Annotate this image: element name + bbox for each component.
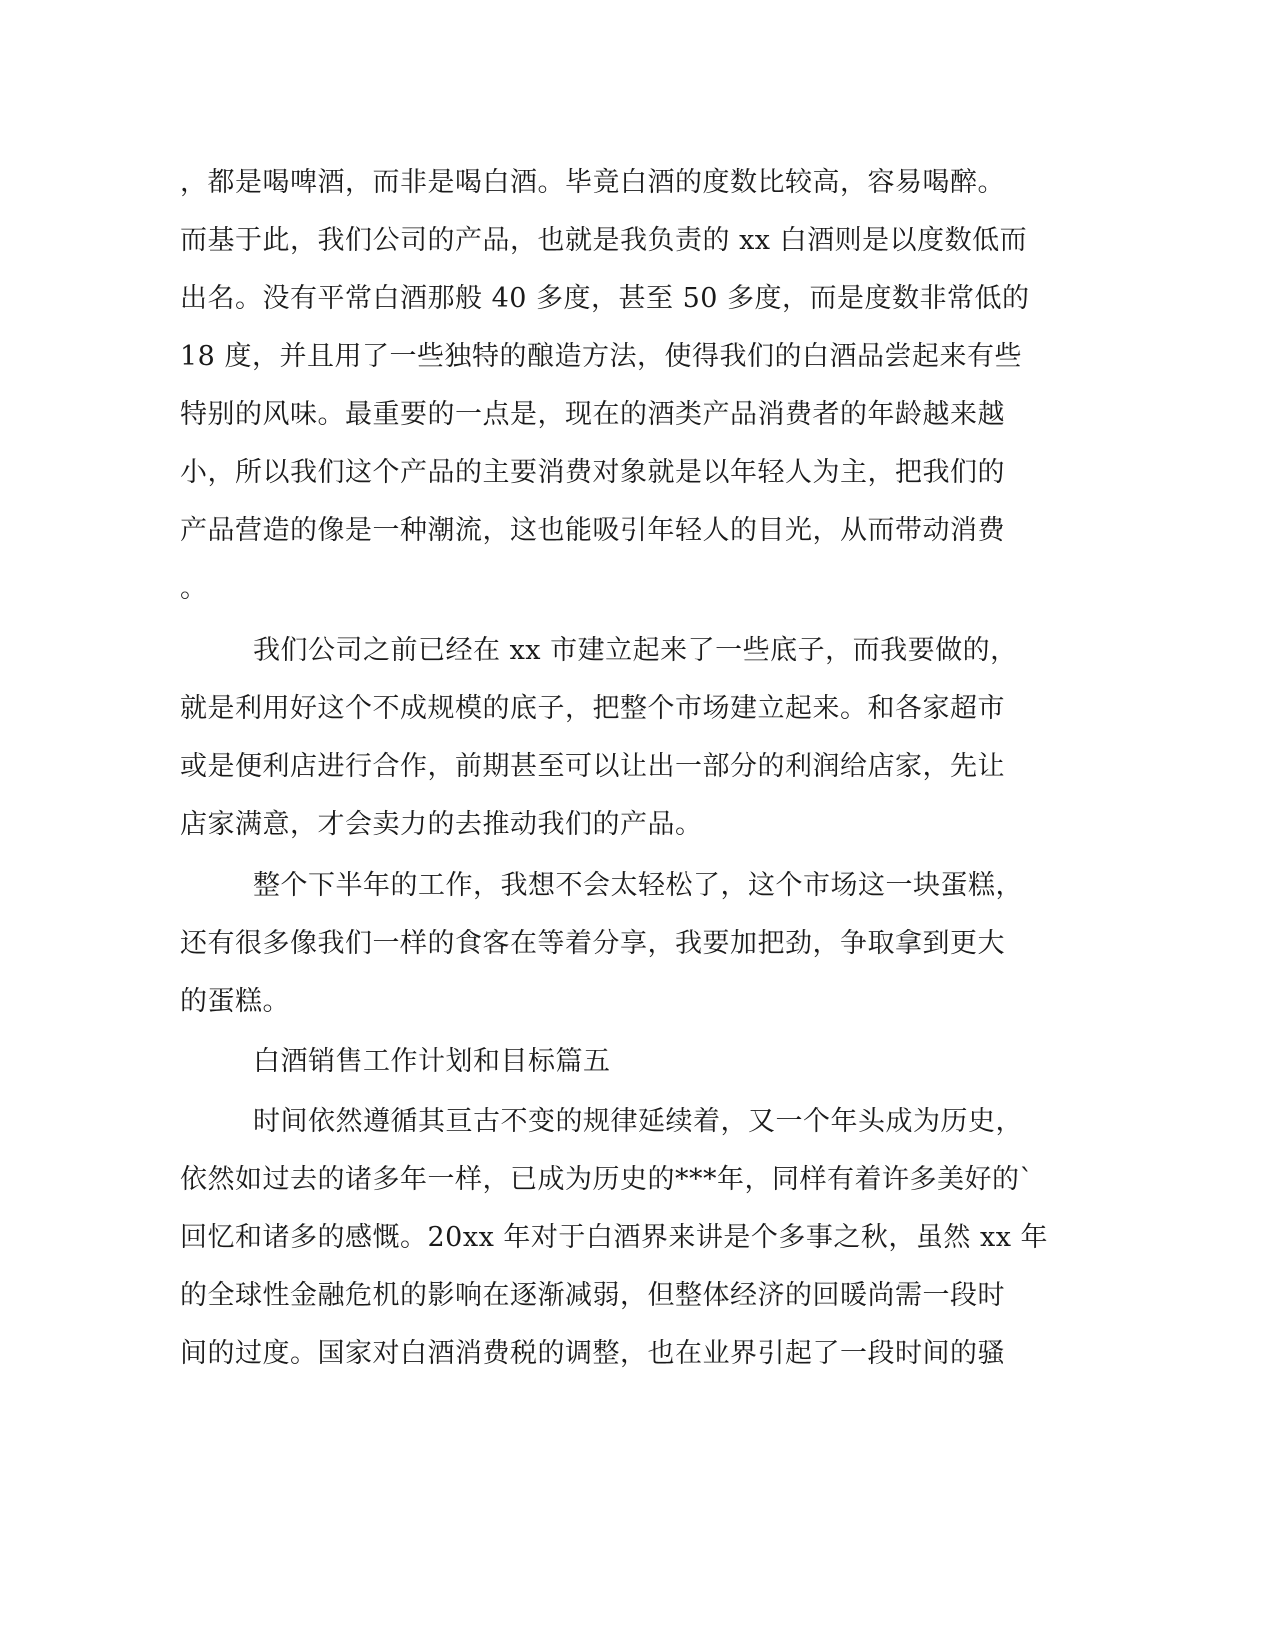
paragraph-start-line: 我们公司之前已经在 xx 市建立起来了一些底子，而我要做的， (253, 635, 1018, 666)
text-line: 特别的风味。最重要的一点是，现在的酒类产品消费者的年龄越来越 (180, 399, 1005, 430)
text-line: 或是便利店进行合作，前期甚至可以让出一部分的利润给店家，先让 (180, 751, 1005, 782)
text-line: 依然如过去的诸多年一样，已成为历史的***年，同样有着许多美好的` (180, 1164, 1034, 1195)
section-heading: 白酒销售工作计划和目标篇五 (253, 1046, 611, 1077)
text-line: ，都是喝啤酒，而非是喝白酒。毕竟白酒的度数比较高，容易喝醉。 (180, 167, 1005, 198)
text-line: 。 (180, 573, 208, 604)
paragraph-start-line: 整个下半年的工作，我想不会太轻松了，这个市场这一块蛋糕， (253, 870, 1023, 901)
paragraph-start-line: 时间依然遵循其亘古不变的规律延续着，又一个年头成为历史， (253, 1106, 1023, 1137)
text-line: 店家满意，才会卖力的去推动我们的产品。 (180, 809, 703, 840)
text-line: 产品营造的像是一种潮流，这也能吸引年轻人的目光，从而带动消费 (180, 515, 1005, 546)
text-line: 小，所以我们这个产品的主要消费对象就是以年轻人为主，把我们的 (180, 457, 1005, 488)
text-line: 就是利用好这个不成规模的底子，把整个市场建立起来。和各家超市 (180, 693, 1005, 724)
text-line: 回忆和诸多的感慨。20xx 年对于白酒界来讲是个多事之秋，虽然 xx 年 (180, 1222, 1049, 1253)
text-line: 的全球性金融危机的影响在逐渐减弱，但整体经济的回暖尚需一段时 (180, 1280, 1005, 1311)
text-line: 的蛋糕。 (180, 986, 290, 1017)
text-line: 而基于此，我们公司的产品，也就是我负责的 xx 白酒则是以度数低而 (180, 225, 1028, 256)
text-line: 出名。没有平常白酒那般 40 多度，甚至 50 多度，而是度数非常低的 (180, 283, 1030, 314)
text-line: 18 度，并且用了一些独特的酿造方法，使得我们的白酒品尝起来有些 (180, 341, 1022, 372)
text-line: 间的过度。国家对白酒消费税的调整，也在业界引起了一段时间的骚 (180, 1338, 1005, 1369)
text-line: 还有很多像我们一样的食客在等着分享，我要加把劲，争取拿到更大 (180, 928, 1005, 959)
